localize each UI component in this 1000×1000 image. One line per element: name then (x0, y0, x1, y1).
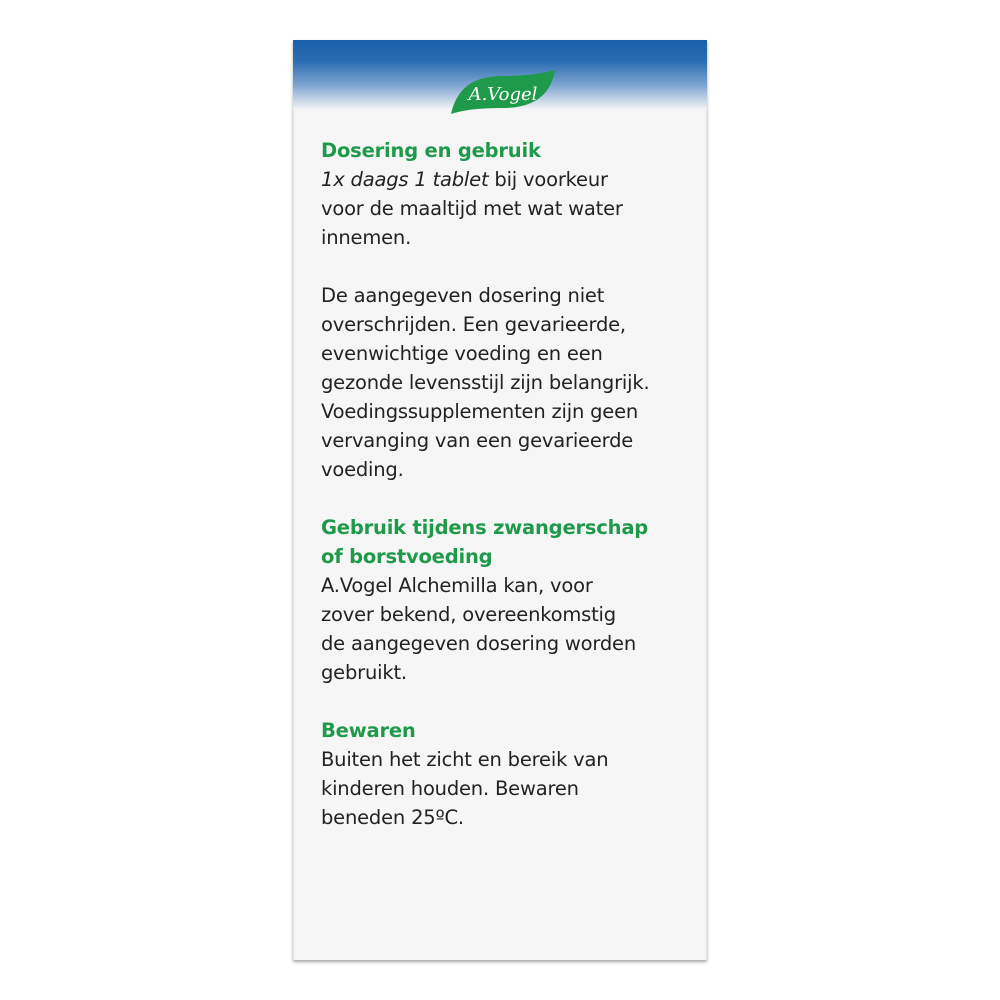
text-line: Voedingssupplementen zijn geen (321, 400, 639, 423)
dose-line (321, 165, 701, 194)
text-line: gebruikt. (321, 661, 407, 684)
heading-zwangerschap-cont: of borstvoeding (321, 545, 493, 568)
text-line: Buiten het zicht en bereik van (321, 748, 609, 771)
svg-text:A.Vogel: A.Vogel (468, 84, 538, 105)
package-side-panel (293, 40, 707, 960)
text-line: voeding. (321, 458, 404, 481)
heading-dosering: Dosering en gebruik (321, 139, 541, 162)
text-line: A.Vogel Alchemilla kan, voor (321, 574, 593, 597)
text-line: evenwichtige voeding en een (321, 342, 603, 365)
text-line: overschrijden. Een gevarieerde, (321, 313, 626, 336)
dose-italic: 1x daags 1 tablet (321, 168, 489, 191)
text-line: vervanging van een gevarieerde (321, 429, 634, 452)
text-line: zover bekend, overeenkomstig (321, 603, 616, 626)
heading-bewaren: Bewaren (321, 719, 416, 742)
avogel-logo (443, 68, 558, 116)
dose-rest: bij voorkeur (488, 168, 608, 191)
heading-zwangerschap: Gebruik tijdens zwangerschap (321, 516, 649, 539)
text-line: voor de maaltijd met wat water (321, 197, 623, 220)
text-line: de aangegeven dosering worden (321, 632, 636, 655)
text-line: kinderen houden. Bewaren (321, 777, 579, 800)
instructions-text (321, 136, 701, 832)
text-line: gezonde levensstijl zijn belangrijk. (321, 371, 650, 394)
text-line: De aangegeven dosering niet (321, 284, 605, 307)
text-line: beneden 25ºC. (321, 806, 464, 829)
text-line: innemen. (321, 226, 412, 249)
